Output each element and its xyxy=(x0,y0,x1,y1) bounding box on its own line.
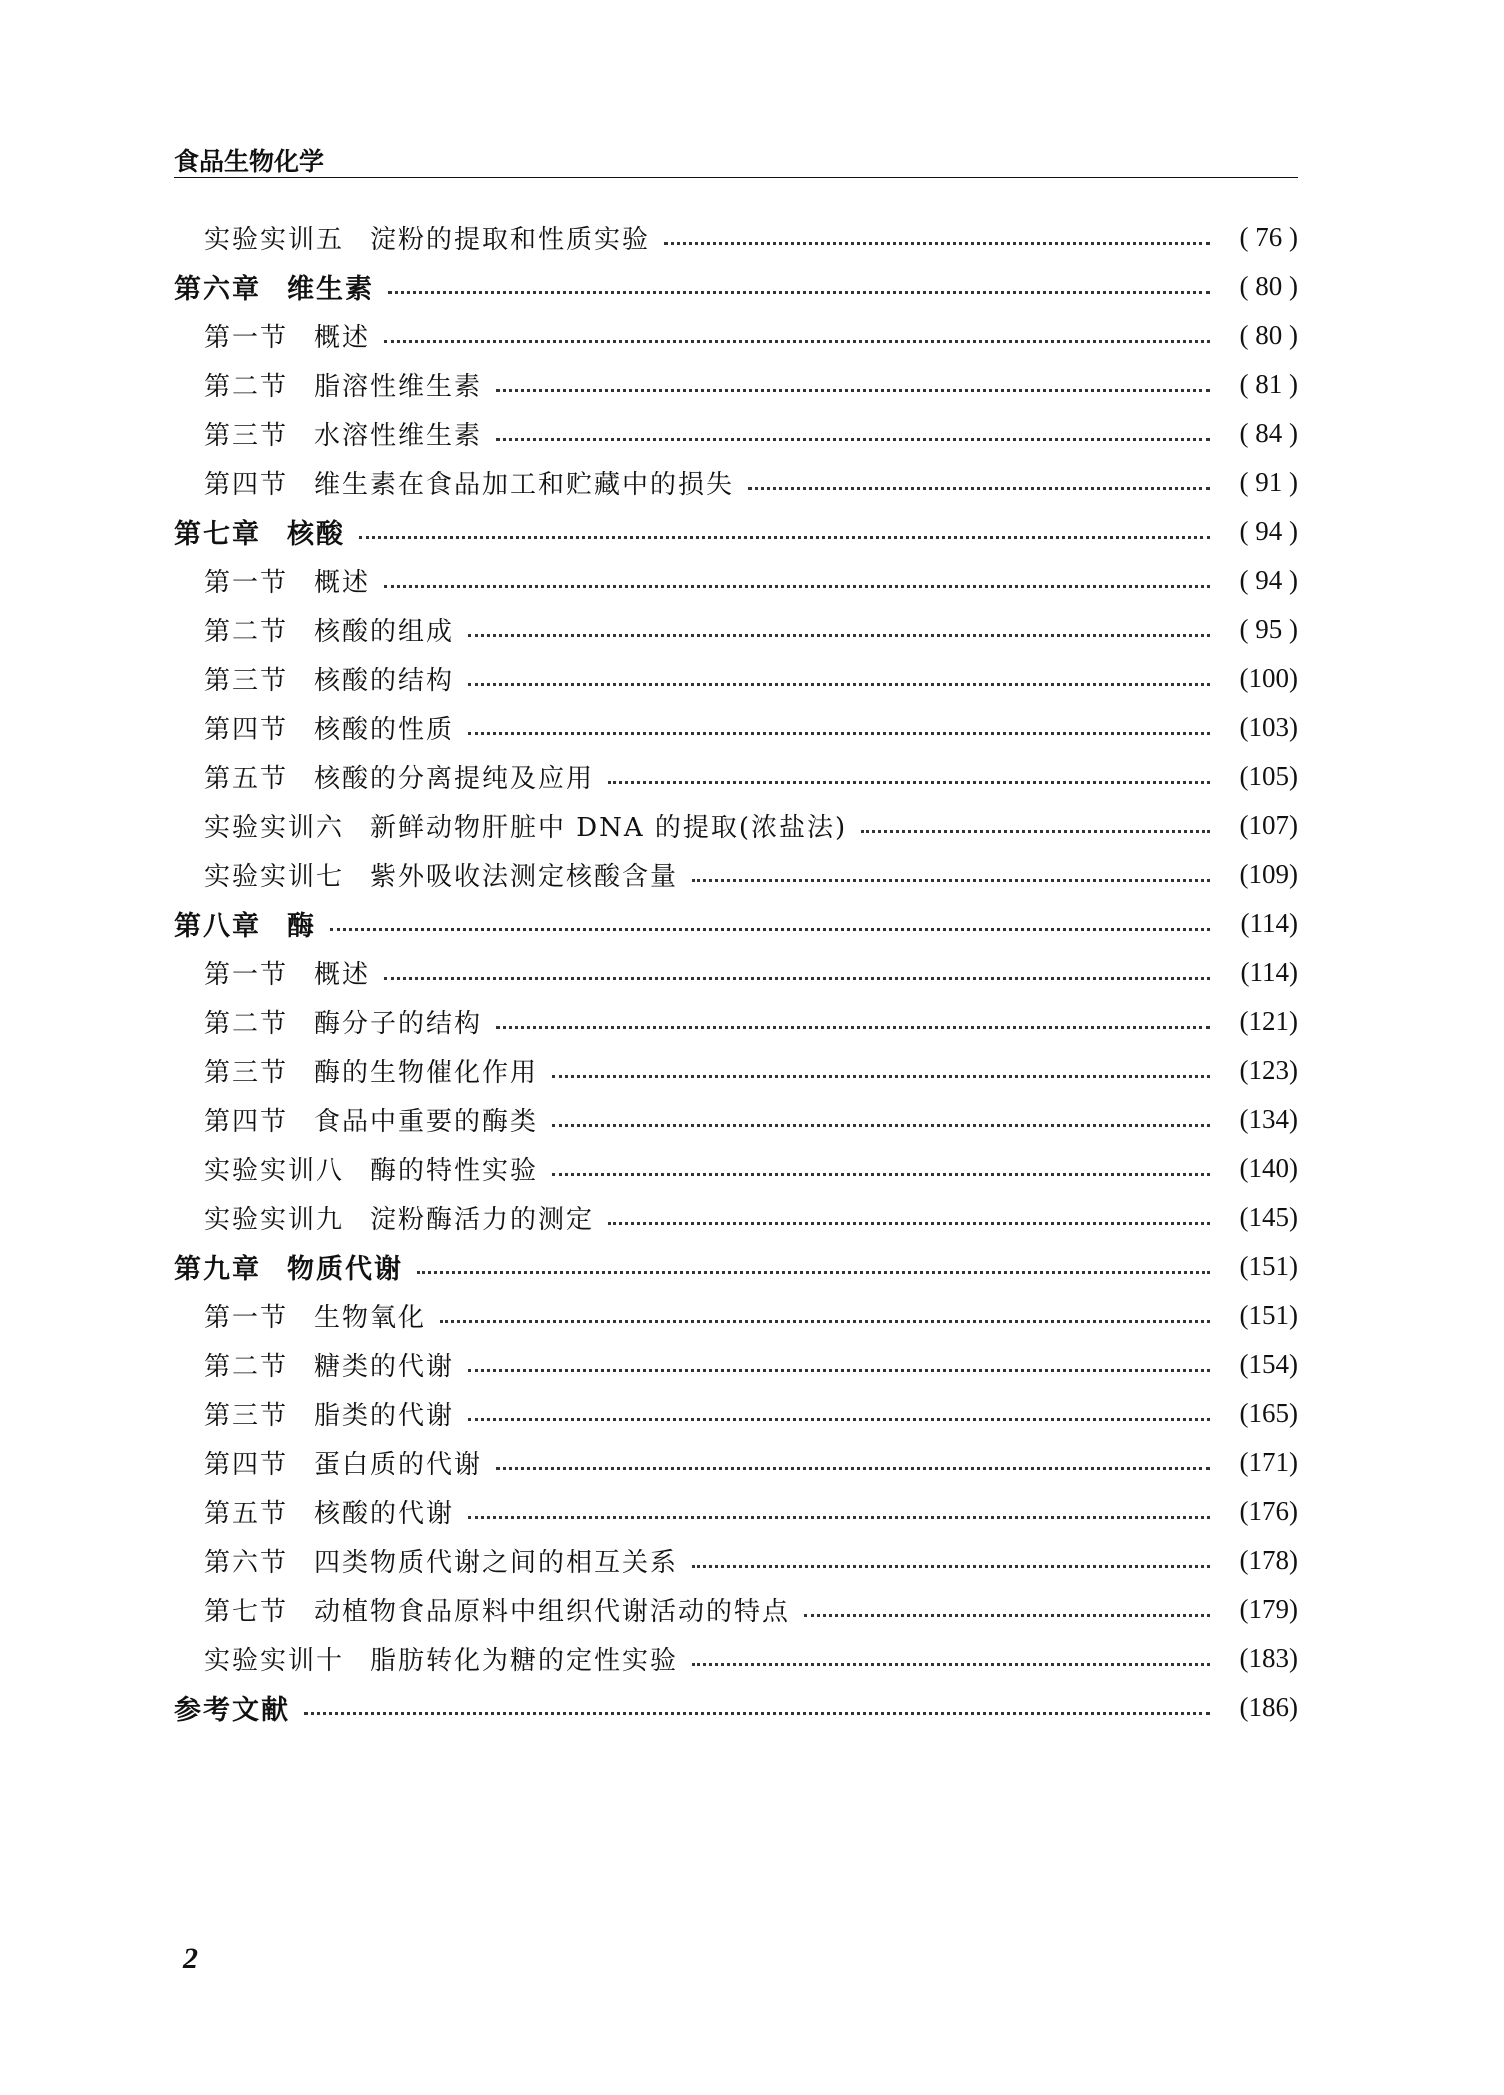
entry-number: 实验实训九 xyxy=(204,1204,345,1235)
dot-leader xyxy=(384,585,1210,588)
dot-leader xyxy=(468,1516,1210,1519)
entry-number: 第四节 xyxy=(204,469,289,500)
toc-section-entry xyxy=(174,1196,1298,1238)
toc-section-entry xyxy=(174,216,1298,258)
entry-label xyxy=(204,954,370,991)
entry-label xyxy=(204,1297,426,1334)
toc-chapter-entry xyxy=(174,902,1298,944)
entry-label xyxy=(204,366,482,403)
entry-title: 核酸的组成 xyxy=(314,616,455,647)
entry-number: 实验实训七 xyxy=(204,861,345,892)
entry-number: 第四节 xyxy=(204,1106,289,1137)
entry-number: 第七章 xyxy=(174,518,261,550)
entry-page-number: ( 94 ) xyxy=(1239,515,1298,546)
dot-leader xyxy=(330,928,1210,931)
dot-leader xyxy=(304,1712,1210,1715)
dot-leader xyxy=(496,1026,1210,1029)
entry-title: 脂溶性维生素 xyxy=(314,371,483,402)
toc-chapter-entry xyxy=(174,1686,1298,1728)
dot-leader xyxy=(692,1663,1210,1666)
dot-leader xyxy=(384,340,1210,343)
toc-section-entry xyxy=(174,461,1298,503)
entry-page-number: (107) xyxy=(1239,809,1298,840)
entry-title: 淀粉酶活力的测定 xyxy=(370,1204,595,1235)
toc-section-entry xyxy=(174,1049,1298,1091)
entry-label xyxy=(204,1542,678,1579)
entry-title: 蛋白质的代谢 xyxy=(314,1449,483,1480)
entry-number: 第三节 xyxy=(204,1057,289,1088)
entry-page-number: (183) xyxy=(1239,1642,1298,1673)
entry-title: 酶的特性实验 xyxy=(370,1155,539,1186)
toc-section-entry xyxy=(174,1343,1298,1385)
running-head: 食品生物化学 xyxy=(174,147,325,176)
dot-leader xyxy=(552,1075,1210,1078)
entry-label xyxy=(174,1688,290,1727)
toc-section-entry xyxy=(174,314,1298,356)
entry-label xyxy=(204,1346,454,1383)
entry-title: 生物氧化 xyxy=(314,1302,427,1333)
dot-leader xyxy=(608,1222,1210,1225)
entry-label xyxy=(204,1101,538,1138)
entry-page-number: (134) xyxy=(1239,1103,1298,1134)
entry-page-number: ( 91 ) xyxy=(1239,466,1298,497)
dot-leader xyxy=(692,1565,1210,1568)
entry-page-number: (179) xyxy=(1239,1593,1298,1624)
entry-page-number: (186) xyxy=(1239,1691,1298,1722)
entry-number: 第二节 xyxy=(204,1008,289,1039)
entry-number: 第一节 xyxy=(204,322,289,353)
dot-leader xyxy=(552,1124,1210,1127)
entry-label xyxy=(204,807,847,844)
entry-label xyxy=(204,1199,594,1236)
entry-title: 核酸的结构 xyxy=(314,665,455,696)
entry-label xyxy=(204,562,370,599)
entry-number: 参考文献 xyxy=(174,1694,290,1726)
entry-label xyxy=(204,219,650,256)
dot-leader xyxy=(359,536,1210,539)
entry-title: 新鲜动物肝脏中 DNA 的提取(浓盐法) xyxy=(370,812,848,843)
entry-title: 水溶性维生素 xyxy=(314,420,483,451)
entry-page-number: (121) xyxy=(1239,1005,1298,1036)
entry-number: 第一节 xyxy=(204,959,289,990)
entry-number: 第八章 xyxy=(174,910,261,942)
entry-title: 核酸的分离提纯及应用 xyxy=(314,763,595,794)
entry-number: 第六章 xyxy=(174,273,261,305)
toc-section-entry xyxy=(174,412,1298,454)
entry-page-number: ( 80 ) xyxy=(1239,270,1298,301)
entry-title: 概述 xyxy=(314,959,371,990)
entry-label xyxy=(204,1444,482,1481)
toc-section-entry xyxy=(174,559,1298,601)
dot-leader xyxy=(468,732,1210,735)
toc-section-entry xyxy=(174,755,1298,797)
dot-leader xyxy=(468,1369,1210,1372)
entry-label xyxy=(204,317,370,354)
toc-section-entry xyxy=(174,853,1298,895)
entry-number: 实验实训六 xyxy=(204,812,345,843)
entry-label xyxy=(204,660,454,697)
entry-label xyxy=(204,415,482,452)
entry-title: 物质代谢 xyxy=(287,1253,403,1285)
entry-label xyxy=(174,904,316,943)
entry-title: 食品中重要的酶类 xyxy=(314,1106,539,1137)
dot-leader xyxy=(496,438,1210,441)
entry-label xyxy=(204,1493,454,1530)
entry-title: 动植物食品原料中组织代谢活动的特点 xyxy=(314,1596,791,1627)
toc-section-entry xyxy=(174,1637,1298,1679)
entry-title: 维生素 xyxy=(287,273,374,305)
toc-section-entry xyxy=(174,1441,1298,1483)
entry-page-number: ( 80 ) xyxy=(1239,319,1298,350)
dot-leader xyxy=(608,781,1210,784)
dot-leader xyxy=(861,830,1210,833)
entry-label xyxy=(204,709,454,746)
entry-title: 核酸的性质 xyxy=(314,714,455,745)
toc-section-entry xyxy=(174,1392,1298,1434)
entry-page-number: (176) xyxy=(1239,1495,1298,1526)
entry-label xyxy=(174,267,374,306)
dot-leader xyxy=(496,389,1210,392)
entry-label xyxy=(174,512,345,551)
toc-chapter-entry xyxy=(174,1245,1298,1287)
entry-title: 核酸 xyxy=(287,518,345,550)
toc-section-entry xyxy=(174,657,1298,699)
entry-label xyxy=(204,1052,538,1089)
entry-page-number: (114) xyxy=(1240,956,1298,987)
entry-title: 核酸的代谢 xyxy=(314,1498,455,1529)
dot-leader xyxy=(552,1173,1210,1176)
entry-page-number: (140) xyxy=(1239,1152,1298,1183)
entry-label xyxy=(204,856,678,893)
entry-number: 第六节 xyxy=(204,1547,289,1578)
entry-page-number: (171) xyxy=(1239,1446,1298,1477)
entry-page-number: (154) xyxy=(1239,1348,1298,1379)
entry-number: 第三节 xyxy=(204,1400,289,1431)
entry-page-number: (151) xyxy=(1239,1250,1298,1281)
entry-number: 第二节 xyxy=(204,371,289,402)
entry-title: 概述 xyxy=(314,322,371,353)
entry-number: 第四节 xyxy=(204,1449,289,1480)
entry-number: 第四节 xyxy=(204,714,289,745)
entry-number: 实验实训八 xyxy=(204,1155,345,1186)
entry-number: 第五节 xyxy=(204,1498,289,1529)
dot-leader xyxy=(804,1614,1210,1617)
toc-section-entry xyxy=(174,608,1298,650)
entry-page-number: (100) xyxy=(1239,662,1298,693)
entry-number: 第三节 xyxy=(204,665,289,696)
toc-section-entry xyxy=(174,1147,1298,1189)
entry-label xyxy=(204,1640,678,1677)
entry-title: 脂类的代谢 xyxy=(314,1400,455,1431)
entry-label xyxy=(204,1150,538,1187)
entry-page-number: (165) xyxy=(1239,1397,1298,1428)
toc-section-entry xyxy=(174,1098,1298,1140)
toc-chapter-entry xyxy=(174,510,1298,552)
toc-section-entry xyxy=(174,1539,1298,1581)
dot-leader xyxy=(388,291,1210,294)
entry-number: 第七节 xyxy=(204,1596,289,1627)
entry-title: 淀粉的提取和性质实验 xyxy=(370,224,651,255)
dot-leader xyxy=(468,1418,1210,1421)
entry-label xyxy=(204,758,594,795)
entry-page-number: (151) xyxy=(1239,1299,1298,1330)
dot-leader xyxy=(468,683,1210,686)
entry-title: 酶的生物催化作用 xyxy=(314,1057,539,1088)
dot-leader xyxy=(748,487,1210,490)
entry-label xyxy=(204,1003,482,1040)
entry-number: 第二节 xyxy=(204,1351,289,1382)
entry-title: 四类物质代谢之间的相互关系 xyxy=(314,1547,679,1578)
toc-section-entry xyxy=(174,804,1298,846)
entry-page-number: (178) xyxy=(1239,1544,1298,1575)
toc-section-entry xyxy=(174,1294,1298,1336)
dot-leader xyxy=(664,242,1210,245)
toc-section-entry xyxy=(174,363,1298,405)
entry-page-number: (114) xyxy=(1240,907,1298,938)
entry-label xyxy=(204,1591,790,1628)
entry-number: 第一节 xyxy=(204,1302,289,1333)
entry-label xyxy=(174,1247,403,1286)
entry-number: 第三节 xyxy=(204,420,289,451)
entry-page-number: ( 95 ) xyxy=(1239,613,1298,644)
entry-title: 概述 xyxy=(314,567,371,598)
entry-page-number: (105) xyxy=(1239,760,1298,791)
toc-section-entry xyxy=(174,951,1298,993)
entry-title: 紫外吸收法测定核酸含量 xyxy=(370,861,679,892)
dot-leader xyxy=(440,1320,1210,1323)
dot-leader xyxy=(417,1271,1210,1274)
toc-section-entry xyxy=(174,706,1298,748)
entry-label xyxy=(204,464,734,501)
entry-title: 酶 xyxy=(287,910,316,942)
entry-page-number: (145) xyxy=(1239,1201,1298,1232)
page-number: 2 xyxy=(183,1942,198,1975)
entry-page-number: ( 94 ) xyxy=(1239,564,1298,595)
entry-page-number: ( 84 ) xyxy=(1239,417,1298,448)
entry-page-number: ( 76 ) xyxy=(1239,221,1298,252)
toc-section-entry xyxy=(174,1588,1298,1630)
entry-number: 第九章 xyxy=(174,1253,261,1285)
entry-title: 糖类的代谢 xyxy=(314,1351,455,1382)
entry-number: 第一节 xyxy=(204,567,289,598)
dot-leader xyxy=(496,1467,1210,1470)
entry-number: 第五节 xyxy=(204,763,289,794)
entry-page-number: ( 81 ) xyxy=(1239,368,1298,399)
entry-title: 脂肪转化为糖的定性实验 xyxy=(370,1645,679,1676)
entry-number: 实验实训五 xyxy=(204,224,345,255)
dot-leader xyxy=(468,634,1210,637)
entry-title: 酶分子的结构 xyxy=(314,1008,483,1039)
entry-number: 第二节 xyxy=(204,616,289,647)
dot-leader xyxy=(384,977,1210,980)
entry-title: 维生素在食品加工和贮藏中的损失 xyxy=(314,469,735,500)
toc-section-entry xyxy=(174,1000,1298,1042)
dot-leader xyxy=(692,879,1210,882)
entry-page-number: (103) xyxy=(1239,711,1298,742)
entry-page-number: (109) xyxy=(1239,858,1298,889)
toc-section-entry xyxy=(174,1490,1298,1532)
entry-page-number: (123) xyxy=(1239,1054,1298,1085)
toc-chapter-entry xyxy=(174,265,1298,307)
entry-label xyxy=(204,611,454,648)
entry-number: 实验实训十 xyxy=(204,1645,345,1676)
entry-label xyxy=(204,1395,454,1432)
